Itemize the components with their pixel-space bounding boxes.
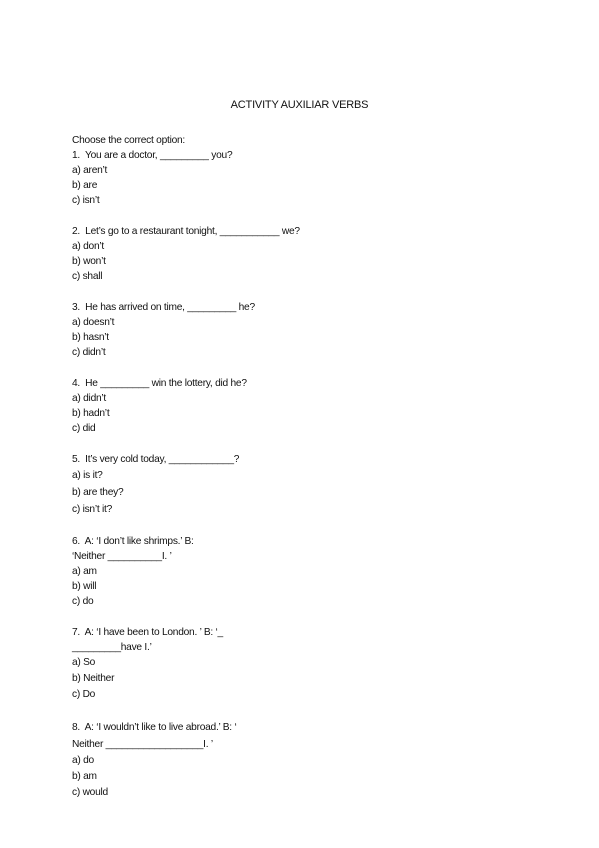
question-6-text-line-2: ‘Neither __________I. ’ — [72, 551, 172, 562]
question-5-option-c: c) isn’t it? — [72, 504, 113, 515]
spacer — [72, 284, 532, 300]
question-7-text-line-1: 7. A: ‘I have been to London. ’ B: ‘_ — [72, 627, 223, 638]
question-7-option-b: b) Neither — [72, 673, 115, 684]
question-6-option-a: a) am — [72, 566, 97, 577]
question-3 — [72, 300, 532, 360]
question-6-option-c: c) do — [72, 596, 94, 607]
question-2-option-b: b) won’t — [72, 256, 106, 267]
question-5 — [72, 452, 532, 518]
question-1-text: 1. You are a doctor, _________ you? — [72, 150, 233, 161]
question-2-text: 2. Let’s go to a restaurant tonight, ___________ we? — [72, 226, 300, 237]
question-1-option-b: b) are — [72, 180, 98, 191]
question-8-option-a: a) do — [72, 755, 94, 766]
question-1 — [72, 148, 532, 208]
question-6-option-b: b) will — [72, 581, 97, 592]
question-5-option-a: a) is it? — [72, 470, 103, 481]
page-title: ACTIVITY AUXILIAR VERBS — [230, 99, 369, 111]
question-7-option-c: c) Do — [72, 689, 96, 700]
spacer — [72, 208, 532, 224]
question-3-option-c: c) didn’t — [72, 347, 106, 358]
question-8 — [72, 719, 532, 801]
question-8-text-line-2: Neither __________________I. ’ — [72, 739, 213, 750]
question-7-option-a: a) So — [72, 657, 96, 668]
instructions: Choose the correct option: — [72, 135, 185, 146]
question-1-option-c: c) isn’t — [72, 195, 100, 206]
question-1-option-a: a) aren’t — [72, 165, 108, 176]
spacer — [72, 436, 532, 452]
question-4 — [72, 376, 532, 436]
question-8-option-c: c) would — [72, 787, 108, 798]
question-3-text: 3. He has arrived on time, _________ he? — [72, 302, 255, 313]
question-2-option-c: c) shall — [72, 271, 103, 282]
question-8-text-line-1: 8. A: ‘I wouldn’t like to live abroad.’ B: ‘ — [72, 722, 237, 733]
spacer — [72, 518, 532, 534]
question-4-option-a: a) didn’t — [72, 393, 106, 404]
question-2-option-a: a) don’t — [72, 241, 104, 252]
question-7-text-line-2: _________have I.’ — [72, 642, 152, 653]
question-2 — [72, 224, 532, 284]
spacer — [72, 703, 532, 719]
worksheet-content — [72, 133, 532, 801]
question-6-text-line-1: 6. A: ‘I don’t like shrimps.’ B: — [72, 536, 194, 547]
question-4-text: 4. He _________ win the lottery, did he? — [72, 378, 247, 389]
question-3-option-a: a) doesn’t — [72, 317, 115, 328]
question-3-option-b: b) hasn’t — [72, 332, 109, 343]
question-5-text: 5. It’s very cold today, ____________? — [72, 454, 240, 465]
question-4-option-c: c) did — [72, 423, 96, 434]
spacer — [72, 609, 532, 625]
question-8-option-b: b) am — [72, 771, 97, 782]
question-4-option-b: b) hadn’t — [72, 408, 110, 419]
question-7 — [72, 625, 532, 703]
question-6 — [72, 534, 532, 609]
question-5-option-b: b) are they? — [72, 487, 124, 498]
spacer — [72, 360, 532, 376]
